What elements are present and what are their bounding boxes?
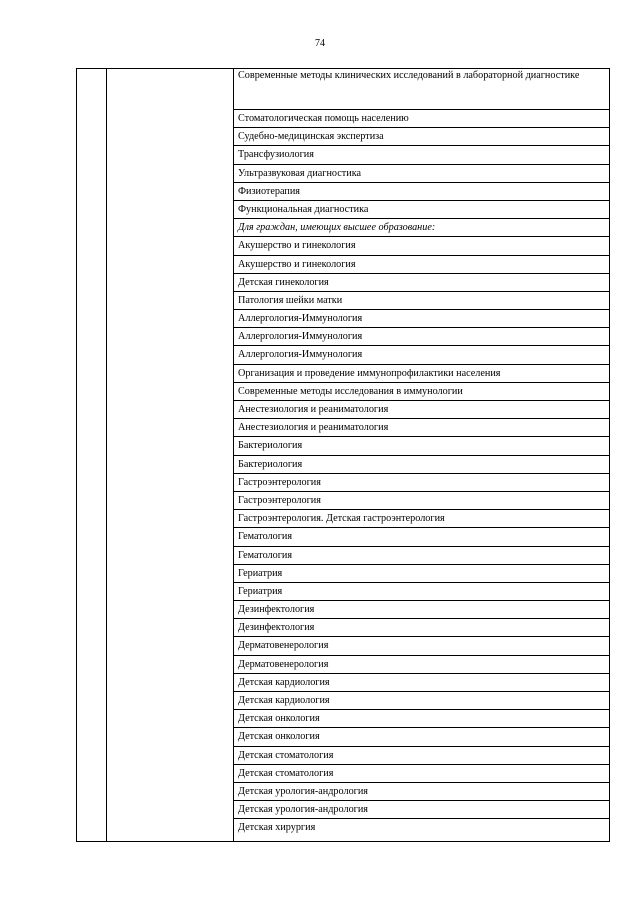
table-row: Детская онкология: [234, 710, 609, 728]
table-row: Детская кардиология: [234, 692, 609, 710]
table-row: Детская урология-андрология: [234, 783, 609, 801]
table-row: Бактериология: [234, 437, 609, 455]
table-row: Дерматовенерология: [234, 656, 609, 674]
table-row: Организация и проведение иммунопрофилактики населения: [234, 365, 609, 383]
section-heading-row: Для граждан, имеющих высшее образование:: [234, 219, 609, 237]
table-row: Стоматологическая помощь населению: [234, 110, 609, 128]
table-row: Анестезиология и реаниматология: [234, 401, 609, 419]
table-row: Дезинфектология: [234, 619, 609, 637]
table-row: Современные методы исследования в иммунологии: [234, 383, 609, 401]
table-row: Гериатрия: [234, 565, 609, 583]
table-row: Детская урология-андрология: [234, 801, 609, 819]
table-row: Детская стоматология: [234, 765, 609, 783]
page-number: 74: [315, 38, 325, 49]
table-row: Гастроэнтерология: [234, 492, 609, 510]
table-row: Дезинфектология: [234, 601, 609, 619]
table-row: Физиотерапия: [234, 183, 609, 201]
table-row: Бактериология: [234, 456, 609, 474]
table-row: Аллергология-Иммунология: [234, 328, 609, 346]
table-row: Детская кардиология: [234, 674, 609, 692]
table-row: Дерматовенерология: [234, 637, 609, 655]
specialty-column: [234, 69, 609, 838]
table-row: Аллергология-Иммунология: [234, 310, 609, 328]
table-row: Гематология: [234, 528, 609, 546]
table-row: Гематология: [234, 547, 609, 565]
specialties-table: [76, 68, 610, 842]
table-row: Патология шейки матки: [234, 292, 609, 310]
table-row: Ультразвуковая диагностика: [234, 165, 609, 183]
table-row: Акушерство и гинекология: [234, 256, 609, 274]
table-row: Гастроэнтерология: [234, 474, 609, 492]
table-row: Современные методы клинических исследований в лабораторной диагностике: [234, 69, 609, 110]
table-row: Детская онкология: [234, 728, 609, 746]
table-row: Аллергология-Иммунология: [234, 346, 609, 364]
table-row: Акушерство и гинекология: [234, 237, 609, 255]
table-row: Детская хирургия: [238, 822, 316, 834]
table-row: Гериатрия: [234, 583, 609, 601]
column-divider-1: [106, 69, 107, 841]
table-row: Трансфузиология: [234, 146, 609, 164]
table-row: Функциональная диагностика: [234, 201, 609, 219]
table-row: Судебно-медицинская экспертиза: [234, 128, 609, 146]
table-row: Детская стоматология: [234, 747, 609, 765]
table-row: Анестезиология и реаниматология: [234, 419, 609, 437]
table-row: Детская гинекология: [234, 274, 609, 292]
table-row: Гастроэнтерология. Детская гастроэнтерология: [234, 510, 609, 528]
